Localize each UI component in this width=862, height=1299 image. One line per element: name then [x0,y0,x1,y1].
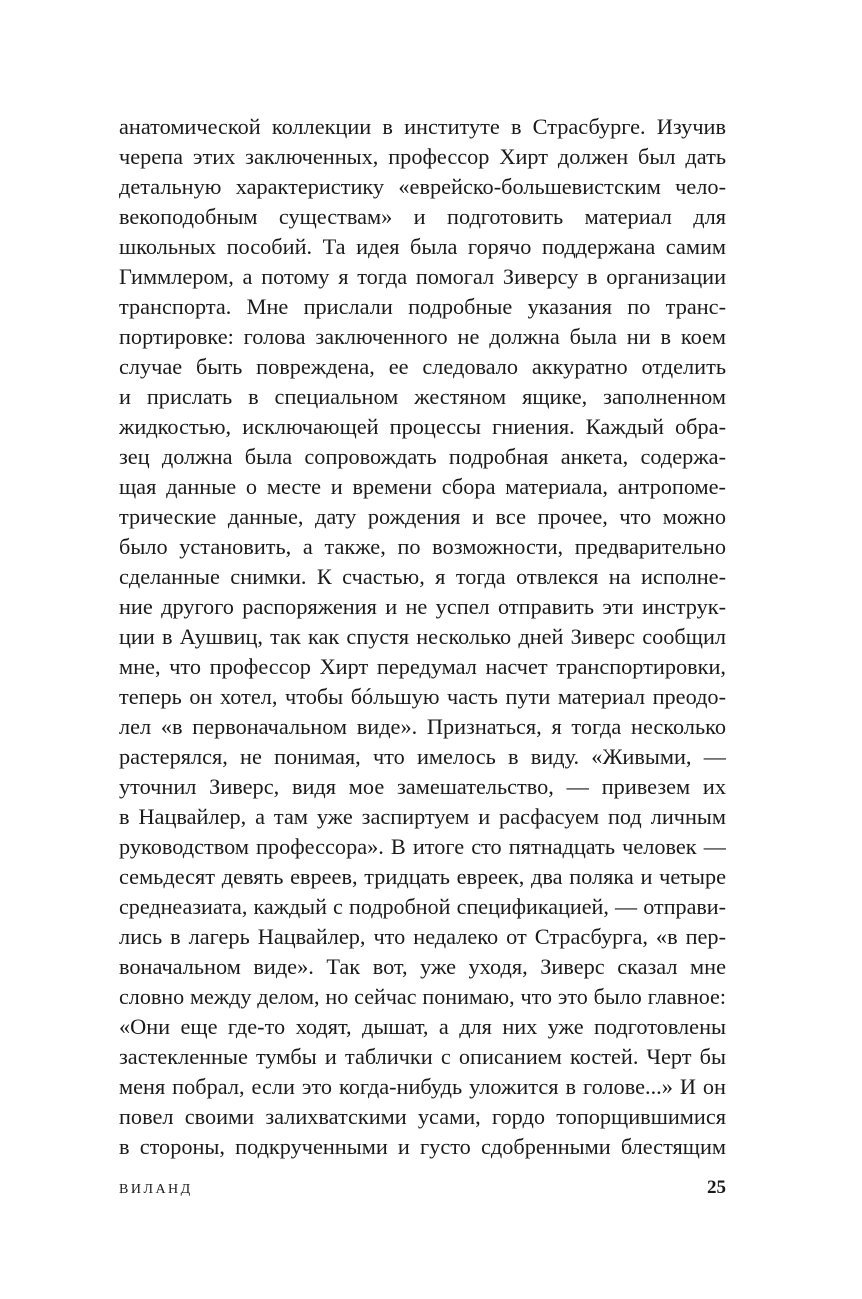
text-line: семьдесят девять евреев, тридцать евреек, два поляка и четыре [119,864,726,889]
text-line: щая данные о месте и времени сбора материала, антропоме- [119,474,726,499]
text-line: транспорта. Мне прислали подробные указания по транс- [119,294,726,319]
text-line: словно между делом, но сейчас понимаю, что это было главное: [119,984,726,1009]
text-line: зец должна была сопровождать подробная анкета, содержа- [119,444,726,469]
text-line: застекленные тумбы и таблички с описанием костей. Черт бы [119,1044,726,1069]
text-line: теперь он хотел, чтобы бóльшую часть пути материал преодо- [119,684,726,709]
text-line: черепа этих заключенных, профессор Хирт должен был дать [119,144,726,169]
text-line: ции в Аушвиц, так как спустя несколько дней Зиверс сообщил [119,624,726,649]
text-line: мне, что профессор Хирт передумал насчет транспортировки, [119,654,726,679]
text-line: уточнил Зиверс, видя мое замешательство, — привезем их [119,774,726,799]
text-line: случае быть повреждена, ее следовало аккуратно отделить [119,354,726,379]
text-line: «Они еще где-то ходят, дышат, а для них уже подготовлены [119,1014,726,1039]
text-line: было установить, а также, по возможности, предварительно [119,534,726,559]
text-line: повел своими залихватскими усами, гордо топорщившимися [119,1104,726,1129]
text-line: воначальном виде». Так вот, уже уходя, Зиверс сказал мне [119,954,726,979]
text-line: в Нацвайлер, а там уже заспиртуем и расфасуем под личным [119,804,726,829]
text-line: портировке: голова заключенного не должна была ни в коем [119,324,726,349]
text-line: Гиммлером, а потому я тогда помогал Зиверсу в организации [119,264,726,289]
text-line: меня побрал, если это когда-нибудь уложится в голове...» И он [119,1074,726,1099]
text-line: руководством профессора». В итоге сто пятнадцать человек — [119,834,726,859]
text-line: детальную характеристику «еврейско-большевистским чело- [119,174,726,199]
text-line: трические данные, дату рождения и все прочее, что можно [119,504,726,529]
text-line: векоподобным существам» и подготовить материал для [119,204,726,229]
text-line: среднеазиата, каждый с подробной спецификацией, — отправи- [119,894,726,919]
text-line: лись в лагерь Нацвайлер, что недалеко от Страсбурга, «в пер- [119,924,726,949]
body-text [119,112,726,1162]
text-line: школьных пособий. Та идея была горячо поддержана самим [119,234,726,259]
text-line: и прислать в специальном жестяном ящике, заполненном [119,384,726,409]
text-line: жидкостью, исключающей процессы гниения. Каждый обра- [119,414,726,439]
text-line: ние другого распоряжения и не успел отправить эти инструк- [119,594,726,619]
text-line: в стороны, подкрученными и густо сдобренными блестящим [119,1134,726,1159]
text-line: лел «в первоначальном виде». Признаться, я тогда несколько [119,714,726,739]
text-line: растерялся, не понимая, что имелось в виду. «Живыми, — [119,744,726,769]
page-number: 25 [707,1177,726,1198]
running-title: ВИЛАНД [119,1182,193,1197]
text-line: сделанные снимки. К счастью, я тогда отвлекся на исполне- [119,564,726,589]
text-line: анатомической коллекции в институте в Страсбурге. Изучив [119,114,726,139]
